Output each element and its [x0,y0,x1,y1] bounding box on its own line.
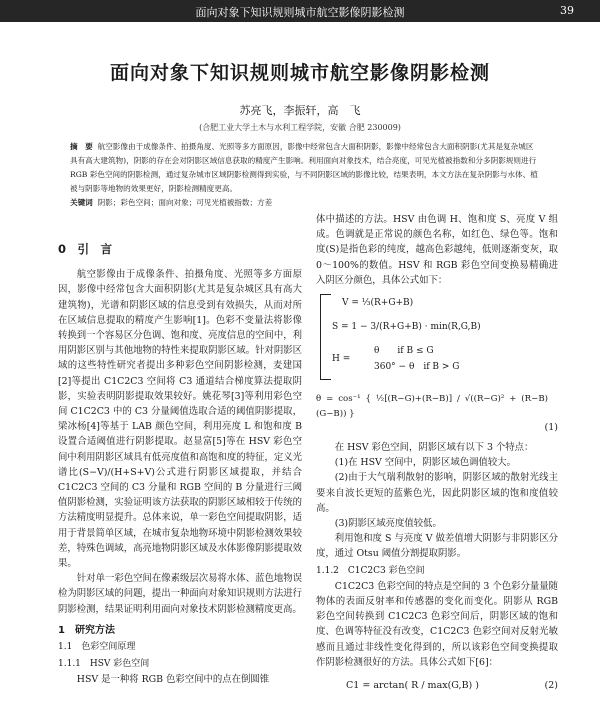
eq-h-case-2: 360° − θ if B > G [374,362,460,373]
abstract [70,140,538,210]
eq-h-label: H = [332,354,351,365]
eq-v: V = ⅓(R+G+B) [342,298,414,309]
hsv-paragraph-cont: 体中描述的方法。HSV 由色调 H、饱和度 S、亮度 V 组成。色调就是正常说的颜色名称，如红色、绿色等。饱和度(S)是指色彩的纯度，越高色彩越纯，低则逐渐变灰，取 0～100%的数值。HSV 和 RGB 彩色空间变换易精确进入阴区分颜色，具体公式如下： [316,214,558,286]
equation-2 [316,676,558,700]
subsection-1-1: 1.1 色彩空间原理 [58,642,136,653]
keywords-label: 关键词 [70,198,93,207]
section-introduction-heading: 0 引 言 [58,242,113,256]
affiliation: (合肥工业大学土木与水利工程学院，安徽 合肥 230009) [199,123,401,132]
paper-title: 面向对象下知识规则城市航空影像阴影检测 [109,62,490,84]
eq-2-number: (2) [544,680,558,692]
hsv-method: 利用饱和度 S 与亮度 V 做差值增大阴影与非阴影区分度，通过 Otsu 阈值分割提取阴影。 [316,533,558,560]
equation-1 [316,292,558,438]
abstract-text-3: 多阴影规则进行 RGB 彩色空间的阴影检测，通过复杂城市区域阴影检测得到实验，与不同阴影区域的影像比较，结果表 [70,156,537,179]
left-column [58,238,302,688]
page-number: 39 [560,4,574,17]
abstract-text-4: 明，本文方法在复杂阴影与水体、植被与阴影等地物的效果更好，阴影检测精度更高。 [70,170,538,193]
running-header-title: 面向对象下知识规则城市航空影像阴影检测 [195,6,405,19]
right-column [316,212,558,700]
abstract-text-2: 建筑物)，阴影的存在会对阴影区域信息获取的精度产生影响。利用面向对象技术，结合亮度，可见光植被指数和分 [100,156,484,165]
hsv-features-intro: 在 HSV 彩色空间，阴影区域有以下 3 个特点： [334,442,534,454]
equation-brace [320,294,331,380]
eq-s: S = 1 − 3/(R+G+B) · min(R,G,B) [332,322,481,333]
eq-c1: C1 = arctan( R / max(G,B) ) [346,680,479,692]
intro-paragraph-2: 针对单一彩色空间在像素级层次易将水体、蓝色地物误检为阴影区域的问题，提出一种面向对象知识规则方法进行阴影检测，结果证明利用面向对象技术阴影检测精度更高。 [58,573,302,615]
eq-theta: θ = cos⁻¹ { ½[(R−G)+(R−B)] / √((R−G)² + (R−B)(G−B)) } [316,394,548,420]
abstract-text-1: 航空影像由于成像条件、拍摄角度、光照等多方面原因，影像中经常包含大面积阴影，影像中经常包含大面积阴影(尤其是复杂城区具有高大 [70,142,534,165]
subsection-1-1-1: 1.1.1 HSV 彩色空间 [58,659,150,670]
keywords: 阴影；彩色空间；面向对象；可见光植被指数；方差 [97,198,273,207]
hsv-paragraph-start: HSV 是一种将 RGB 色彩空间中的点在倒圆锥 [76,674,270,686]
hsv-feature-1: (1)在 HSV 空间中，阴影区域色调值较大。 [334,457,517,469]
hsv-feature-2: (2)由于大气瑞利散射的影响，阴影区域的散射光线主要来自波长更短的蓝紫色光，因此阴影区域的饱和度值较高。 [316,472,558,514]
intro-paragraph-1: 航空影像由于成像条件、拍摄角度、光照等多方面原因，影像中经常包含大面积阴影(尤其是复杂城区具有高大建筑物)，光谱和阴影区域的信息受到有效损失，从而对所在区域信息提取的精度产生影响[1]。色彩不变量法将影像转换到一个容易区分色调、饱和度、亮度信息的空间中，利用阴影区别与其他地物的特性来提取阴影区域。针对阴影区域的这些特性研究者提出多种彩色空间阴影检测，麦建国[2]等提出 C1C2C3 空间将 C3 通道结合梯度算法提取阴影，实验表明阴影提取效果较好。姚花琴[3]等利用彩色空间 C1C2C3 中的 C3 分量阈值选取合适的阈值阴影提取，梁冰杨[4]等基于 LAB 颜色空间，利用亮度 L 和饱和度 B 设置合适阈值进行阴影提取。赵显富[5]等在 HSV 彩色空间中利用阴影区域具有低亮度值和高饱和度的特征，定义光谱比(S−V)/(H+S+V)公式进行阴影区域提取，并结合 C1C2C3 空间的 C3 分量和 RGB 空间的 B 分量进行三阈值阴影检测，实验证明该方法获取的阴影区域相较于传统的方法精度明显提升。总体来说，单一彩色空间提取阴影，适用于背景简单区域，在城市复杂地物环境中阴影检测效果较差，特殊色调域，高亮地物阴影区域及水体影像阴影提取效果。 [58,269,302,570]
subsection-1-1-2: 1.1.2 C1C2C3 彩色空间 [316,565,425,576]
eq-h-case-1: θ if B ≤ G [374,346,434,357]
abstract-label: 摘 要 [70,142,93,151]
hsv-feature-3: (3)阴影区域亮度值较低。 [334,518,442,530]
section-methods-heading: 1 研究方法 [58,624,115,636]
c1c2c3-paragraph: C1C2C3 色彩空间的特点是空间的 3 个色彩分量量随物体的表面反射率和传感器的变化而变化。阴影从 RGB 彩色空间转换到 C1C2C3 色彩空间后，阴影区域的饱和度、色调等特征没有改变，C1C2C3 色彩空间对反射光敏感而且通过非线性变化得到的，所以该彩色空间变换提取作阴影检测很好的方法。具体公式如下[6]： [316,580,558,668]
eq-1-number: (1) [544,422,558,434]
authors: 苏亮飞，李振轩，高 飞 [239,104,361,117]
